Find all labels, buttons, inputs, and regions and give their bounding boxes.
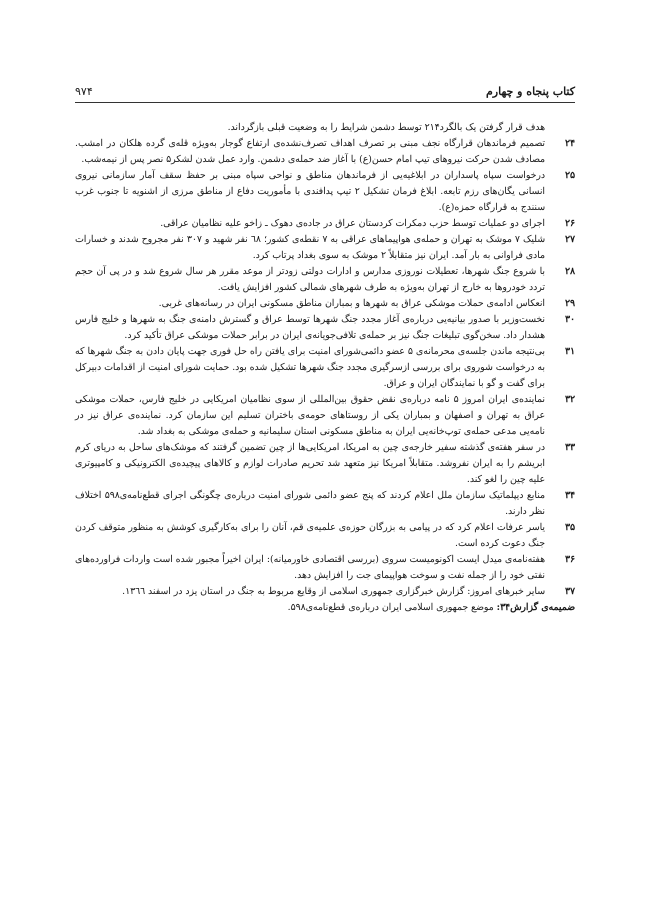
list-item — [75, 168, 575, 216]
appendix-label: ضمیمه‌ی گزارش۳۴: — [496, 602, 575, 613]
entry-list — [75, 136, 575, 600]
list-item — [75, 232, 575, 264]
list-item — [75, 440, 575, 488]
list-item — [75, 216, 575, 232]
entry-text: اجرای دو عملیات توسط حزب دمکرات کردستان عراق در جاده‌ی دهوک ـ زاخو علیه نظامیان عراقی. — [160, 218, 545, 229]
list-item — [75, 264, 575, 296]
list-item — [75, 296, 575, 312]
entry-text: تصمیم فرماندهان قرارگاه نجف مبنی بر تصرف اهداف تصرف‌نشده‌ی ارتفاع گوجار به‌ویژه قله‌ی گرده هلکان در امشب. مصادف شدن حرکت نیروهای تیپ امام حسن(ع) با آغاز ضد حمله‌ی دشمن. وارد عمل شدن لشکر۵ نصر پس از نیمه‌شب. — [75, 138, 545, 165]
list-item — [75, 136, 575, 168]
entry-text: نماینده‌ی ایران امروز ۵ نامه درباره‌ی نقض حقوق بین‌المللی از سوی نظامیان امریکایی در خلیج فارس، حملات موشکی عراق به تهران و اصفهان و بمباران یکی از روستاهای حومه‌ی باختران تسلیم این سازمان کرد. نماینده‌ی عراق نیز در نامه‌یی مدعی حمله‌ی توپ‌خانه‌یی ایران به مناطق مسکونی استان سلیمانیه و حمله‌ی موشکی به بغداد شد. — [75, 394, 545, 437]
page-number: ۹۷۴ — [75, 85, 93, 98]
list-item — [75, 552, 575, 584]
continued-paragraph: هدف قرار گرفتن یک بالگرد۲۱۴ توسط دشمن شرایط را به وضعیت قبلی بازگرداند. — [227, 122, 545, 133]
entry-text: سایر خبرهای امروز: گزارش خبرگزاری جمهوری اسلامی از وقایع مربوط به جنگ در استان یزد در اسفند ۱۳٦٦. — [122, 586, 545, 597]
entry-text: یاسر عرفات اعلام کرد که در پیامی به بزرگان حوزه‌ی علمیه‌ی قم، آنان را برای به‌کارگیری کوشش به منظور متوقف کردن جنگ دعوت کرده است. — [75, 522, 545, 549]
body-text — [75, 120, 575, 616]
entry-text: بی‌نتیجه ماندن جلسه‌ی محرمانه‌ی ۵ عضو دائمی‌شورای امنیت برای یافتن راه حل فوری جهت پایان دادن به جنگ شهرها که به درخواست شوروی برای بررسی ازسرگیری مجدد جنگ شهرها تشکیل شده بود. حمایت شورای امنیت از اقدامات دبیرکل برای گفت و گو با نمایندگان ایران و عراق. — [75, 346, 545, 389]
entry-number: ۲۹ — [565, 298, 575, 309]
entry-text: هفته‌نامه‌ی میدل ایست اکونومیست سروی (بررسی اقتصادی خاورمیانه): ایران اخیراً مجبور شده است واردات فراورده‌های نفتی خود را از جمله نفت و سوخت هواپیمای جت را افزایش دهد. — [75, 554, 545, 581]
entry-number: ۲۸ — [565, 266, 575, 277]
list-item — [75, 584, 575, 600]
entry-text: شلیک ۷ موشک به تهران و حمله‌ی هواپیماهای عراقی به ۷ نقطه‌ی کشور؛ ٦٨ نفر شهید و ۳۰۷ نفر مجروح شدند و خسارات مادی فراوانی به بار آمد. ایران نیز متقابلاً ۲ موشک به سوی بغداد پرتاب کرد. — [75, 234, 546, 261]
entry-number: ۳۵ — [565, 522, 575, 533]
page-header — [75, 80, 575, 98]
entry-number: ۳۷ — [565, 586, 575, 597]
entry-text: منابع دیپلماتیک سازمان ملل اعلام کردند که پنج عضو دائمی شورای امنیت درباره‌ی چگونگی اجرای قطع‌نامه‌ی۵۹۸ اختلاف نظر دارند. — [75, 490, 545, 517]
book-title: کتاب پنجاه و چهارم — [485, 85, 575, 98]
entry-number: ۳۰ — [565, 314, 575, 325]
appendix-note — [75, 600, 575, 616]
entry-number: ۳۱ — [565, 346, 575, 357]
entry-text: درخواست سپاه پاسداران در ابلاغیه‌یی از فرماندهان مناطق و نواحی سپاه مبنی بر حفظ سقف آمار سازمانی نیروی انسانی یگان‌های رزم تابعه. ابلاغ فرمان تشکیل ۲ تیپ پدافندی با مأموریت دفاع از مناطق مرزی از اشنویه تا جنوب غرب سنندج به قرارگاه حمزه(ع). — [75, 170, 545, 213]
entry-text: نخست‌وزیر با صدور بیانیه‌یی درباره‌ی آغاز مجدد جنگ شهرها توسط عراق و گسترش دامنه‌ی جنگ به شهرها و خلیج فارس هشدار داد. سخن‌گوی تبلیغات جنگ نیز بر حمله‌ی تلافی‌جویانه‌ی ایران در برابر حملات موشکی عراق تأکید کرد. — [75, 314, 545, 341]
entry-number: ۲۷ — [565, 234, 575, 245]
entry-number: ۲۴ — [565, 138, 575, 149]
entry-number: ۳۴ — [565, 490, 575, 501]
list-item — [75, 392, 575, 440]
entry-number: ۲۵ — [565, 170, 575, 181]
entry-number: ۳۲ — [565, 394, 575, 405]
appendix-text: موضع جمهوری اسلامی ایران درباره‌ی قطع‌نامه‌ی۵۹۸. — [287, 602, 497, 613]
entry-number: ۲۶ — [565, 218, 575, 229]
entry-number: ۳۶ — [565, 554, 575, 565]
list-item — [75, 520, 575, 552]
entry-text: با شروع جنگ شهرها، تعطیلات نوروزی مدارس و ادارات دولتی زودتر از موعد مقرر هر سال شروع شد و در پی آن حجم تردد خودروها به خارج از تهران به‌ویژه به طرف شهرهای شمالی کشور افزایش یافت. — [75, 266, 545, 293]
list-item — [75, 344, 575, 392]
list-item — [75, 488, 575, 520]
entry-text: انعکاس ادامه‌ی حملات موشکی عراق به شهرها و بمباران مناطق مسکونی ایران در رسانه‌های غربی. — [158, 298, 545, 309]
entry-number: ۳۳ — [565, 442, 575, 453]
list-item — [75, 312, 575, 344]
header-divider — [75, 102, 575, 103]
entry-text: در سفر هفته‌ی گذشته سفیر خارجه‌ی چین به امریکا، امریکایی‌ها از چین تضمین گرفتند که موشک‌های ساحل به دریای کرم ابریشم را به ایران نفروشد. متقابلاً امریکا نیز متعهد شد تحریم صادرات لوازم و کالاهای پیچیده‌ی الکترونیکی و کامپیوتری علیه چین را لغو کند. — [75, 442, 545, 485]
